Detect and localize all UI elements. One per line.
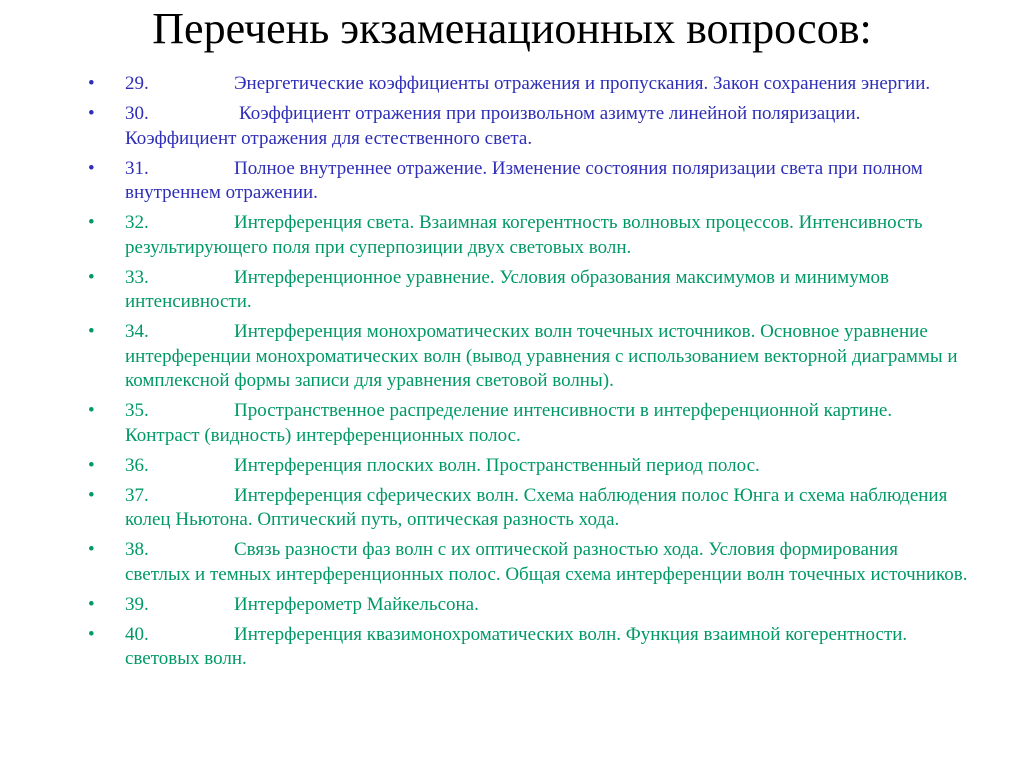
question-text: Интерференция монохроматических волн точечных источников. Основное уравнение интерференции монохроматических волн (вывод уравнения с использованием векторной диаграммы и комплексной формы записи для уравнения световой волны). xyxy=(125,321,958,391)
list-item xyxy=(88,538,968,587)
list-item xyxy=(88,211,968,260)
bullet-icon: • xyxy=(88,103,95,124)
question-text: Интерференция сферических волн. Схема наблюдения полос Юнга и схема наблюдения колец Ньютона. Оптический путь, оптическая разность хода. xyxy=(125,484,948,530)
question-number: 36. xyxy=(125,454,149,476)
question-number: 29. xyxy=(125,73,149,94)
bullet-icon: • xyxy=(88,593,95,615)
question-text: Связь разности фаз волн с их оптической разностью хода. Условия формирования светлых и темных интерференционных полос. Общая схема интерференции волн точечных источников. xyxy=(125,539,968,585)
question-list xyxy=(88,72,968,677)
bullet-icon: • xyxy=(88,484,95,506)
question-text: Интерферометр Майкельсона. xyxy=(234,593,479,615)
question-number: 39. xyxy=(125,593,149,615)
list-item xyxy=(88,454,968,479)
slide-title: Перечень экзаменационных вопросов: xyxy=(152,4,872,53)
question-number: 31. xyxy=(125,157,149,179)
question-number: 35. xyxy=(125,400,149,421)
bullet-icon: • xyxy=(88,400,95,421)
question-text: Интерференция плоских волн. Пространственный период полос. xyxy=(234,454,760,476)
list-item xyxy=(88,102,968,151)
question-number: 33. xyxy=(125,266,149,288)
bullet-icon: • xyxy=(88,454,95,476)
question-number: 37. xyxy=(125,484,149,506)
bullet-icon: • xyxy=(88,157,95,179)
list-item xyxy=(88,623,968,672)
question-text: Коэффициент отражения при произвольном азимуте линейной поляризации. Коэффициент отражения для естественного света. xyxy=(125,103,861,149)
bullet-icon: • xyxy=(88,266,95,288)
question-text: Энергетические коэффициенты отражения и пропускания. Закон сохранения энергии. xyxy=(234,73,931,94)
question-text: Полное внутреннее отражение. Изменение состояния поляризации света при полном внутреннем отражении. xyxy=(125,157,923,203)
question-number: 32. xyxy=(125,212,149,233)
list-item xyxy=(88,72,968,97)
question-number: 34. xyxy=(125,321,149,342)
bullet-icon: • xyxy=(88,73,95,94)
question-number: 38. xyxy=(125,539,149,560)
list-item xyxy=(88,266,968,315)
question-text: Интерференционное уравнение. Условия образования максимумов и минимумов интенсивности. xyxy=(125,266,889,312)
question-text: Интерференция квазимонохроматических волн. Функция взаимной когерентности. световых волн. xyxy=(125,623,908,669)
list-item xyxy=(88,593,968,618)
bullet-icon: • xyxy=(88,539,95,560)
question-text: Пространственное распределение интенсивности в интерференционной картине. Контраст (видность) интерференционных полос. xyxy=(125,400,893,446)
list-item xyxy=(88,399,968,448)
list-item xyxy=(88,484,968,533)
bullet-icon: • xyxy=(88,212,95,233)
question-number: 30. xyxy=(125,103,149,124)
question-number: 40. xyxy=(125,623,149,645)
bullet-icon: • xyxy=(88,623,95,645)
list-item xyxy=(88,320,968,394)
list-item xyxy=(88,157,968,206)
question-text: Интерференция света. Взаимная когерентность волновых процессов. Интенсивность результирующего поля при суперпозиции двух световых волн. xyxy=(125,212,923,258)
bullet-icon: • xyxy=(88,321,95,342)
